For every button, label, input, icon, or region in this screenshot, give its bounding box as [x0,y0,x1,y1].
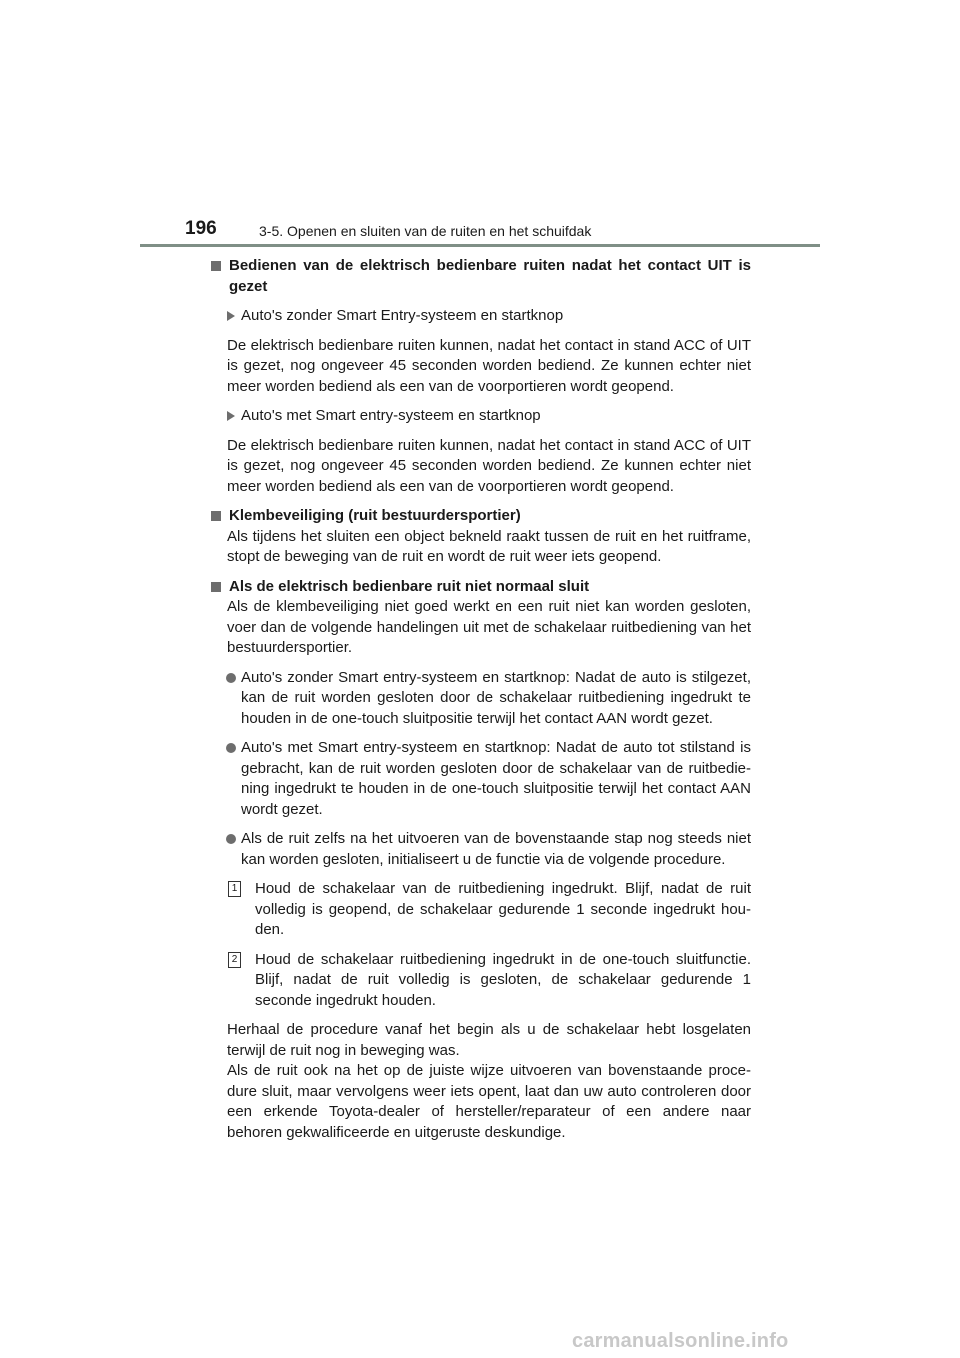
step-item [211,879,751,941]
square-bullet-icon [211,511,221,521]
header-rule [140,244,820,247]
paragraph: Als de klembeveiliging niet goed werkt en een ruit niet kan worden gesloten, voer dan de volgende handelingen uit met de schakelaar ruitbediening van het bestuurdersportier. [227,598,751,656]
subheading [211,406,751,427]
content [211,256,751,1152]
square-bullet-icon [211,261,221,271]
section-heading [211,577,751,598]
bullet-text: Auto's met Smart entry-systeem en startknop: Nadat de auto tot stilstand is gebracht, kan de ruit worden gesloten door de schakelaar van de ruitbedie-ning ingedrukt te houden in de one-touch sluitpositie terwijl het contact AAN wordt gezet. [241,739,751,818]
section-title: 3-5. Openen en sluiten van de ruiten en het schuifdak [259,223,592,239]
triangle-arrow-icon [227,411,235,421]
bullet-text: Auto's zonder Smart entry-systeem en startknop: Nadat de auto is stilgezet, kan de ruit worden gesloten door de schakelaar ruitbediening ingedrukt te houden in de one-touch sluitpositie terwijl het contact AAN wordt gezet. [241,668,751,727]
paragraph: Herhaal de procedure vanaf het begin als u de schakelaar hebt losgelaten terwijl de ruit nog in beweging was. [227,1021,751,1059]
section-heading [211,506,751,527]
paragraph: Als tijdens het sluiten een object bekneld raakt tussen de ruit en het ruitframe, stopt de beweging van de ruit en wordt de ruit weer iets geopend. [227,527,751,565]
bullet-text: Als de ruit zelfs na het uitvoeren van de bovenstaande stap nog steeds niet kan worden gesloten, initialiseert u de functie via de volgende procedure. [241,830,751,868]
circle-bullet-icon [226,743,236,753]
subheading [211,306,751,327]
heading-text: Bedienen van de elektrisch bedienbare ruiten nadat het contact UIT is gezet [229,257,751,295]
square-bullet-icon [211,582,221,592]
circle-bullet-icon [226,673,236,683]
step-item [211,950,751,1012]
paragraph: De elektrisch bedienbare ruiten kunnen, nadat het contact in stand ACC of UIT is gezet, nog ongeveer 45 seconden worden bediend. Ze kunnen echter niet meer worden bediend als een van de voorportieren wordt geopend. [227,336,751,395]
step-number-box: 2 [228,952,241,968]
paragraph: Als de ruit ook na het op de juiste wijze uitvoeren van bovenstaande proce-dure sluit, maar vervolgens weer iets opent, laat dan uw auto controleren door een erkende Toyota-dealer of hersteller/reparateur of een andere naar behoren gekwalificeerde en uitgeruste deskundige. [227,1062,751,1141]
watermark: carmanualsonline.info [572,1330,789,1352]
section-heading [211,256,751,297]
bullet-item [211,738,751,820]
bullet-item [211,668,751,730]
heading-text: Als de elektrisch bedienbare ruit niet normaal sluit [229,577,590,595]
triangle-arrow-icon [227,311,235,321]
step-text: Houd de schakelaar van de ruitbediening ingedrukt. Blijf, nadat de ruit volledig is geopend, de schakelaar gedurende 1 seconde ingedrukt hou-den. [255,880,751,938]
page-number: 196 [185,218,217,239]
step-number-box: 1 [228,881,241,897]
paragraph: De elektrisch bedienbare ruiten kunnen, nadat het contact in stand ACC of UIT is gezet, nog ongeveer 45 seconden worden bediend. Ze kunnen echter niet meer worden bediend als een van de voorportieren wordt geopend. [227,436,751,495]
heading-text: Klembeveiliging (ruit bestuurdersportier) [229,507,521,524]
circle-bullet-icon [226,834,236,844]
subheading-text: Auto's met Smart entry-systeem en startknop [241,407,541,424]
step-text: Houd de schakelaar ruitbediening ingedrukt in de one-touch sluitfunctie. Blijf, nadat de ruit volledig is gesloten, de schakelaar gedurende 1 seconde ingedrukt houden. [255,950,751,1009]
subheading-text: Auto's zonder Smart Entry-systeem en startknop [241,307,564,324]
bullet-item [211,829,751,870]
